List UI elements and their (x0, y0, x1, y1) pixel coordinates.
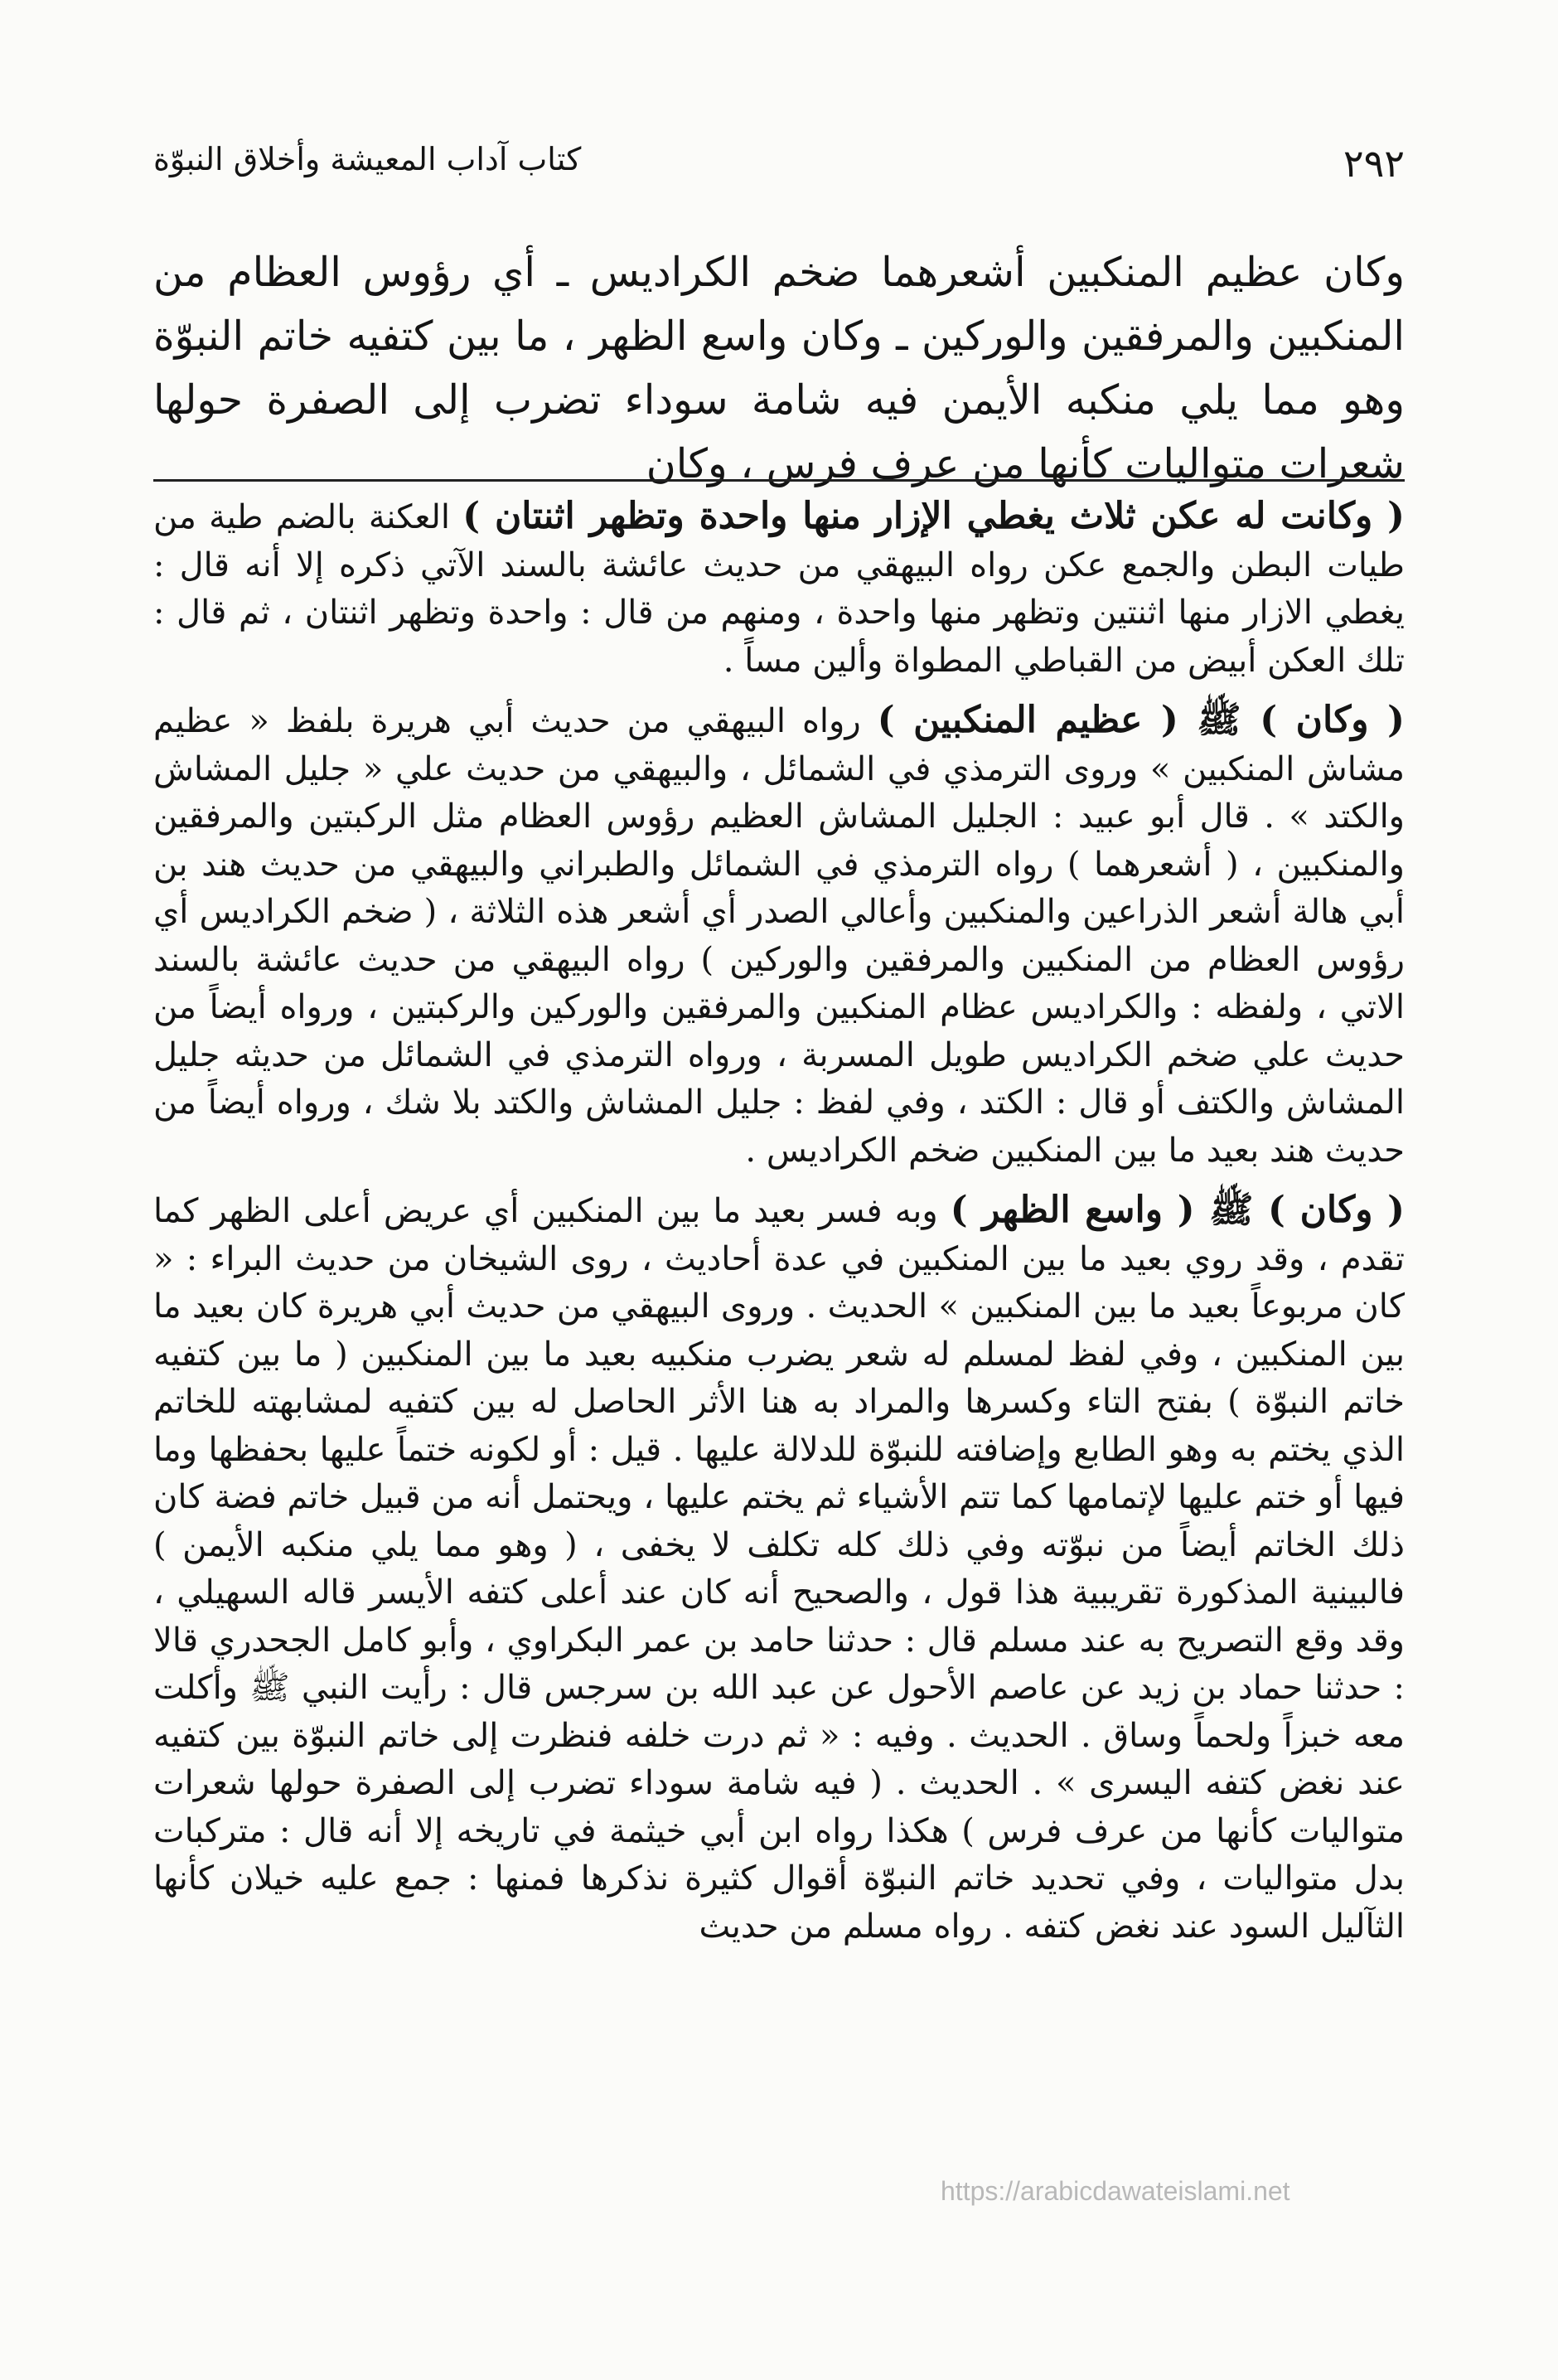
commentary-paragraph (153, 492, 1405, 685)
commentary-text: وبه فسر بعيد ما بين المنكبين أي عريض أعلى الظهر كما تقدم ، وقد روي بعيد ما بين المنكبين في عدة أحاديث ، روى الشيخان من حديث البراء : « كان مربوعاً بعيد ما بين المنكبين » الحديث . وروى البيهقي من حديث أبي هريرة كان بعيد ما بين المنكبين ، وفي لفظ لمسلم له شعر يضرب منكبيه بعيد ما بين المنكبين ( ما بين كتفيه خاتم النبوّة ) بفتح التاء وكسرها والمراد به هنا الأثر الحاصل له بين كتفيه لمشابهته للخاتم الذي يختم به وهو الطابع وإضافته للنبوّة للدلالة عليها . قيل : أو لكونه ختماً عليها بحفظها وما فيها أو ختم عليها لإتمامها كما تتم الأشياء ثم يختم عليها ، ويحتمل أنه من قبيل خاتم فضة كان ذلك الخاتم أيضاً من نبوّته وفي ذلك كله تكلف لا يخفى ، ( وهو مما يلي منكبه الأيمن ) فالبينية المذكورة تقريبية هذا قول ، والصحيح أنه كان عند أعلى كتفه الأيسر قاله السهيلي ، وقد وقع التصريح به عند مسلم قال : حدثنا حامد بن عمر البكراوي ، وأبو كامل الجحدري قالا : حدثنا حماد بن زيد عن عاصم الأحول عن عبد الله بن سرجس قال : رأيت النبي ﷺ وأكلت معه خبزاً ولحماً وساق . الحديث . وفيه : « ثم درت خلفه فنظرت إلى خاتم النبوّة بين كتفيه عند نغض كتفه اليسرى » . الحديث . ( فيه شامة سوداء تضرب إلى الصفرة حولها شعرات متواليات كأنها من عرف فرس ) هكذا رواه ابن أبي خيثمة في تاريخه إلا أنه قال : متركبات بدل متواليات ، وفي تحديد خاتم النبوّة أقوال كثيرة نذكرها فمنها : جمع عليه خيلان كأنها الثآليل السود عند نغض كتفه . رواه مسلم من حديث (153, 1192, 1406, 1946)
commentary-text: العكنة بالضم طية من طيات البطن والجمع عكن رواه البيهقي من حديث عائشة بالسند الآتي ذكره إلا أنه قال : يغطي الازار منها اثنتين وتظهر منها واحدة ، ومنهم من قال : واحدة وتظهر اثنتان ، ثم قال : تلك العكن أبيض من القباطي المطواة وألين مساً . (153, 498, 1405, 680)
running-title: كتاب آداب المعيشة وأخلاق النبوّة (153, 141, 582, 177)
page-header (153, 141, 1405, 199)
watermark-url: https://arabicdawateislami.net (941, 2176, 1290, 2206)
commentary-paragraph (153, 1186, 1405, 1951)
commentary-text: رواه البيهقي من حديث أبي هريرة بلفظ « عظيم مشاش المنكبين » وروى الترمذي في الشمائل ، والبيهقي من حديث علي « جليل المشاش والكتد » . قال أبو عبيد : الجليل المشاش العظيم رؤوس العظام مثل الركبتين والمرفقين والمنكبين ، ( أشعرهما ) رواه الترمذي في الشمائل والطبراني والبيهقي من حديث هند بن أبي هالة أشعر الذراعين والمنكبين وأعالي الصدر أي أشعر هذه الثلاثة ، ( ضخم الكراديس أي رؤوس العظام من المنكبين والمرفقين والوركين ) رواه البيهقي من حديث عائشة بالسند الاتي ، ولفظه : والكراديس عظام المنكبين والمرفقين والوركين والركبتين ، ورواه أيضاً من حديث علي ضخم الكراديس طويل المسربة ، ورواه الترمذي في الشمائل من حديثه جليل المشاش والكتف أو قال : الكتد ، وفي لفظ : جليل المشاش والكتد بلا شك ، ورواه أيضاً من حديث هند بعيد ما بين المنكبين ضخم الكراديس . (153, 702, 1405, 1170)
commentary-lemma: ( وكانت له عكن ثلاث يغطي الإزار منها واحدة وتظهر اثنتان ) (462, 495, 1405, 537)
main-text: وكان عظيم المنكبين أشعرهما ضخم الكراديس ـ أي رؤوس العظام من المنكبين والمرفقين والوركين ـ وكان واسع الظهر ، ما بين كتفيه خاتم النبوّة وهو مما يلي منكبه الأيمن فيه شامة سوداء تضرب إلى الصفرة حولها شعرات متواليات كأنها من عرف فرس ، وكان (153, 249, 1405, 487)
commentary (153, 492, 1405, 1951)
commentary-lemma: ( وكان ) ﷺ ( واسع الظهر ) (950, 1189, 1405, 1231)
footnote-divider (153, 479, 1405, 482)
commentary-lemma: ( وكان ) ﷺ ( عظيم المنكبين ) (877, 699, 1405, 741)
commentary-paragraph (153, 696, 1405, 1175)
page-number: ٢٩٢ (1343, 141, 1405, 186)
